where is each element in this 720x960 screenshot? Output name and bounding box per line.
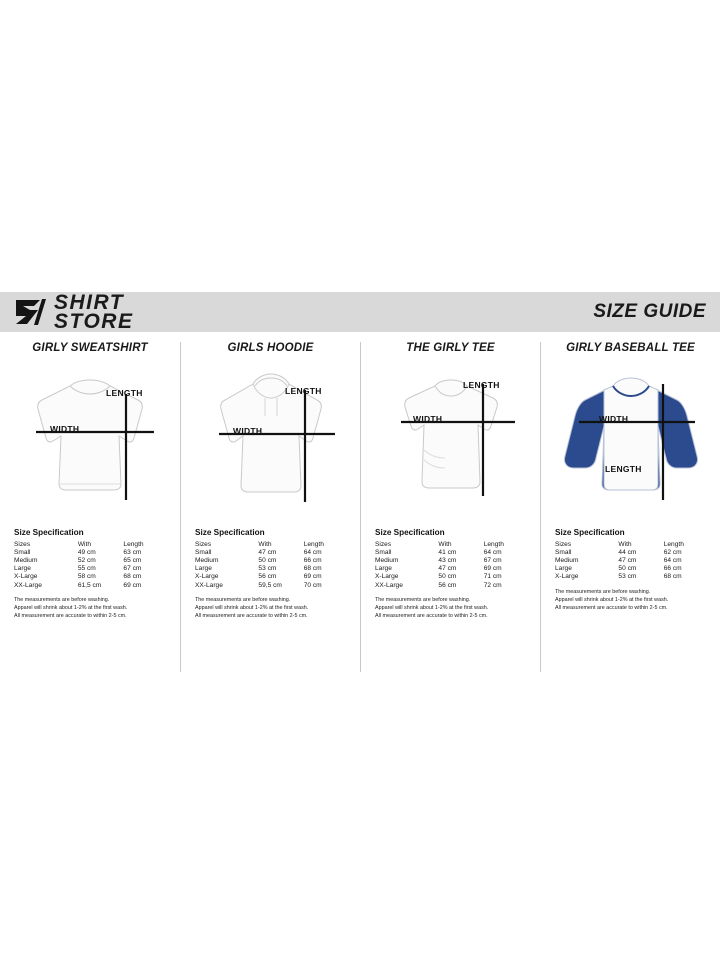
- cell-width: 53 cm: [258, 565, 277, 573]
- spec-table: [375, 540, 526, 589]
- spec-table: [14, 540, 166, 589]
- note-line: The measurements are before washing.: [195, 597, 291, 604]
- note-line: All measurement are accurate to within 2-5 cm.: [375, 613, 488, 620]
- width-label: WIDTH: [233, 426, 263, 436]
- shirt-store-logo-icon: [14, 297, 48, 327]
- cell-width: 55 cm: [77, 565, 96, 573]
- cell-width: 50 cm: [258, 556, 277, 564]
- cell-size: Small: [375, 548, 392, 556]
- cell-size: Large: [375, 565, 392, 573]
- column-girls-hoodie: [180, 342, 360, 672]
- header-bar: [0, 292, 720, 332]
- table-row: [195, 556, 346, 564]
- spec-block: [14, 528, 166, 620]
- cell-width: 47 cm: [618, 556, 637, 564]
- table-row: [375, 565, 526, 573]
- brand-logo: [0, 290, 134, 333]
- cell-size: Large: [195, 565, 212, 573]
- length-label: LENGTH: [106, 388, 143, 398]
- cell-size: XX-Large: [14, 581, 42, 589]
- cell-width: 41 cm: [438, 548, 457, 556]
- table-row: [195, 565, 346, 573]
- header-width: With: [77, 540, 92, 548]
- table-row: [14, 556, 166, 564]
- table-row: [375, 573, 526, 581]
- spec-block: [375, 528, 526, 620]
- length-label: LENGTH: [463, 380, 500, 390]
- table-row: [555, 565, 706, 573]
- cell-length: 63 cm: [123, 548, 142, 556]
- cell-width: 58 cm: [77, 573, 96, 581]
- cell-size: Small: [14, 548, 31, 556]
- brand-wordmark: [54, 290, 134, 333]
- cell-width: 50 cm: [438, 573, 457, 581]
- column-title: GIRLY BASEBALL TEE: [566, 342, 695, 354]
- column-girly-sweatshirt: [0, 342, 180, 672]
- table-row: [375, 556, 526, 564]
- spec-table: [195, 540, 346, 589]
- table-row: [14, 565, 166, 573]
- note-line: The measurements are before washing.: [375, 597, 471, 604]
- cell-length: 64 cm: [663, 556, 682, 564]
- note-line: Apparel will shrink about 1-2% at the first wash.: [195, 605, 309, 612]
- notes-block: [195, 596, 346, 620]
- note-line: Apparel will shrink about 1-2% at the first wash.: [555, 597, 669, 604]
- cell-width: 50 cm: [618, 565, 637, 573]
- note-line: Apparel will shrink about 1-2% at the first wash.: [375, 605, 489, 612]
- cell-width: 61,5 cm: [77, 581, 102, 589]
- spec-title: Size Specification: [375, 528, 445, 537]
- header-length: Length: [483, 540, 504, 548]
- header-sizes: Sizes: [555, 540, 572, 548]
- cell-length: 69 cm: [123, 581, 142, 589]
- spec-table: [555, 540, 706, 581]
- length-label: LENGTH: [285, 386, 322, 396]
- cell-length: 65 cm: [123, 556, 142, 564]
- cell-size: X-Large: [195, 573, 219, 581]
- cell-length: 69 cm: [483, 565, 502, 573]
- table-header-row: [555, 540, 706, 548]
- page-title: SIZE GUIDE: [593, 301, 706, 322]
- table-row: [195, 573, 346, 581]
- cell-length: 62 cm: [663, 548, 682, 556]
- note-line: All measurement are accurate to within 2-5 cm.: [14, 613, 127, 620]
- table-row: [195, 548, 346, 556]
- cell-size: Medium: [555, 556, 579, 564]
- table-header-row: [14, 540, 166, 548]
- note-line: The measurements are before washing.: [555, 588, 651, 595]
- width-label: WIDTH: [413, 414, 443, 424]
- cell-size: Large: [555, 565, 572, 573]
- header-sizes: Sizes: [375, 540, 392, 548]
- cell-length: 66 cm: [663, 565, 682, 573]
- cell-width: 52 cm: [77, 556, 96, 564]
- brand-line-2: STORE: [54, 310, 134, 333]
- cell-length: 66 cm: [303, 556, 322, 564]
- header-width: With: [438, 540, 452, 548]
- cell-size: XX-Large: [195, 581, 223, 589]
- table-row: [14, 573, 166, 581]
- table-row: [555, 556, 706, 564]
- width-label: WIDTH: [599, 414, 629, 424]
- column-the-girly-tee: [360, 342, 540, 672]
- cell-length: 71 cm: [483, 573, 502, 581]
- column-girly-baseball-tee: [540, 342, 720, 672]
- cell-length: 64 cm: [303, 548, 322, 556]
- note-line: Apparel will shrink about 1-2% at the first wash.: [14, 605, 128, 612]
- note-line: All measurement are accurate to within 2-5 cm.: [195, 613, 308, 620]
- cell-width: 47 cm: [438, 565, 457, 573]
- length-label: LENGTH: [605, 464, 642, 474]
- cell-width: 53 cm: [618, 573, 637, 581]
- header-length: Length: [123, 540, 144, 548]
- header-length: Length: [663, 540, 684, 548]
- cell-size: X-Large: [14, 573, 38, 581]
- cell-size: Large: [14, 565, 31, 573]
- cell-width: 59,5 cm: [258, 581, 282, 589]
- header-width: With: [618, 540, 632, 548]
- column-title: THE GIRLY TEE: [406, 342, 495, 354]
- column-title: GIRLS HOODIE: [227, 342, 314, 354]
- cell-length: 69 cm: [303, 573, 322, 581]
- cell-width: 44 cm: [618, 548, 637, 556]
- baseball-tee-illustration: [555, 360, 707, 520]
- brand-line-1: SHIRT: [54, 290, 125, 314]
- cell-length: 64 cm: [483, 548, 502, 556]
- spec-title: Size Specification: [555, 528, 625, 537]
- cell-length: 67 cm: [123, 565, 142, 573]
- cell-width: 43 cm: [438, 556, 457, 564]
- header-sizes: Sizes: [14, 540, 31, 548]
- cell-length: 68 cm: [303, 565, 322, 573]
- cell-width: 56 cm: [438, 581, 457, 589]
- tee-illustration: [375, 360, 527, 520]
- cell-length: 70 cm: [303, 581, 322, 589]
- cell-length: 67 cm: [483, 556, 502, 564]
- spec-title: Size Specification: [195, 528, 265, 537]
- cell-width: 49 cm: [77, 548, 96, 556]
- size-guide-columns: [0, 342, 720, 672]
- cell-size: Medium: [195, 556, 219, 564]
- table-row: [14, 581, 166, 589]
- hoodie-illustration: [195, 360, 347, 520]
- cell-width: 47 cm: [258, 548, 277, 556]
- note-line: The measurements are before washing.: [14, 597, 110, 604]
- cell-width: 56 cm: [258, 573, 277, 581]
- width-label: WIDTH: [50, 424, 80, 434]
- table-row: [14, 548, 166, 556]
- notes-block: [375, 596, 526, 620]
- cell-length: 72 cm: [483, 581, 502, 589]
- cell-size: X-Large: [555, 573, 579, 581]
- cell-size: Small: [195, 548, 212, 556]
- column-title: GIRLY SWEATSHIRT: [32, 342, 148, 354]
- header-length: Length: [303, 540, 324, 548]
- table-header-row: [195, 540, 346, 548]
- cell-size: Medium: [14, 556, 38, 564]
- cell-size: Medium: [375, 556, 399, 564]
- table-row: [375, 581, 526, 589]
- sweatshirt-illustration: [14, 360, 166, 520]
- table-row: [555, 548, 706, 556]
- notes-block: [555, 588, 706, 612]
- table-row: [555, 573, 706, 581]
- table-header-row: [375, 540, 526, 548]
- cell-size: XX-Large: [375, 581, 403, 589]
- header-width: With: [258, 540, 272, 548]
- cell-size: X-Large: [375, 573, 399, 581]
- spec-block: [555, 528, 706, 612]
- note-line: All measurement are accurate to within 2-5 cm.: [555, 605, 668, 612]
- table-row: [195, 581, 346, 589]
- spec-title: Size Specification: [14, 528, 84, 537]
- cell-length: 68 cm: [123, 573, 142, 581]
- cell-length: 68 cm: [663, 573, 682, 581]
- notes-block: [14, 596, 166, 620]
- table-row: [375, 548, 526, 556]
- cell-size: Small: [555, 548, 572, 556]
- header-sizes: Sizes: [195, 540, 212, 548]
- spec-block: [195, 528, 346, 620]
